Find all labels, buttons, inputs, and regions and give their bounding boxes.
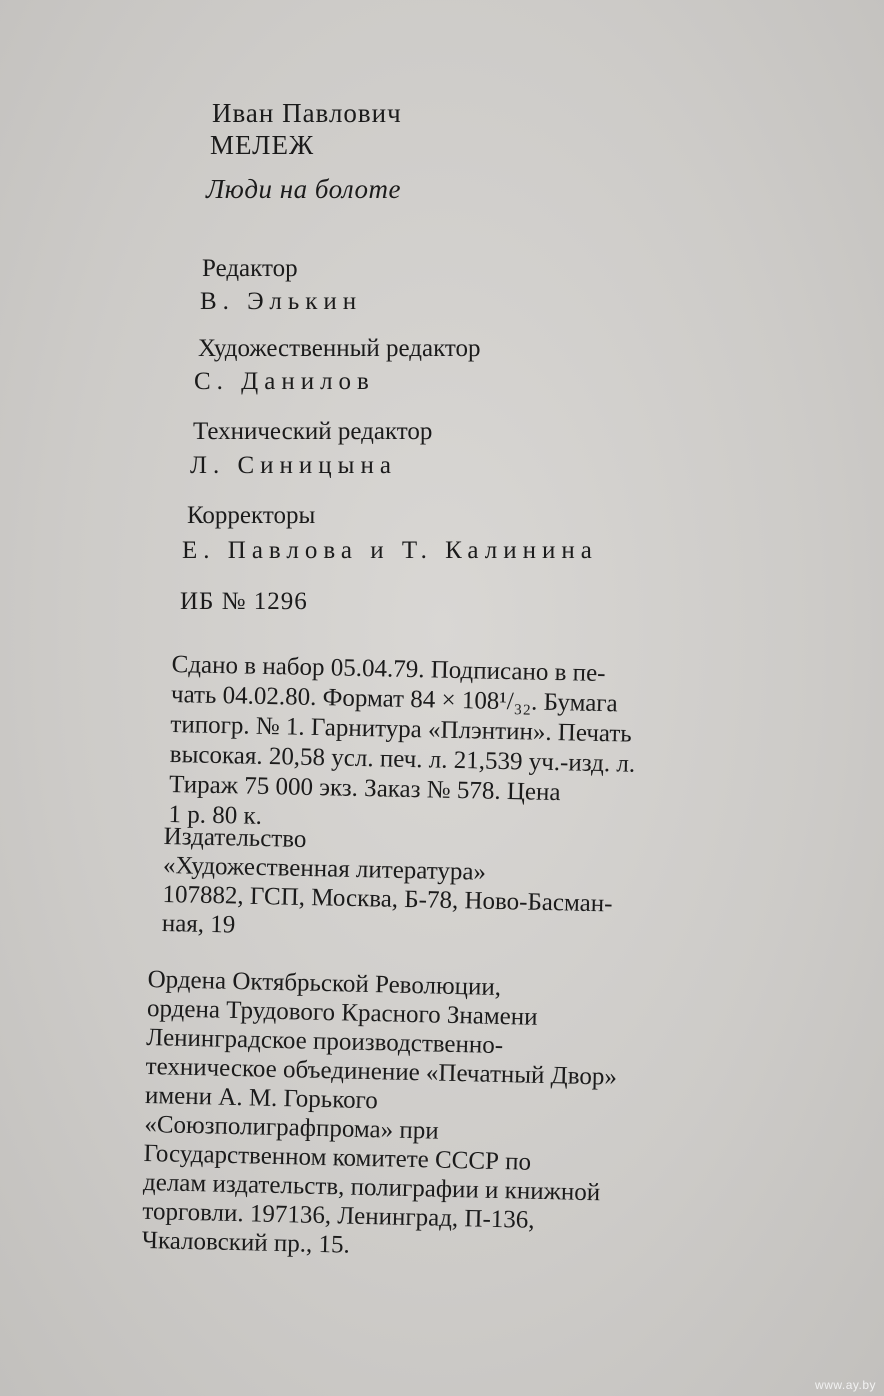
printer-line: Ленинградское производственно- xyxy=(146,1023,504,1060)
imprint-line: Сдано в набор 05.04.79. Подписано в пе- xyxy=(171,650,606,688)
imprint-line: Тираж 75 000 экз. Заказ № 578. Цена xyxy=(168,770,561,807)
author-last-name: МЕЛЕЖ xyxy=(210,130,315,160)
site-watermark: www.ay.by xyxy=(815,1378,876,1392)
printer-line: имени А. М. Горького xyxy=(144,1081,379,1115)
printer-line: ордена Трудового Красного Знамени xyxy=(146,994,538,1031)
publisher-line: ная, 19 xyxy=(161,909,236,939)
credit-name-art-editor: С. Данилов xyxy=(194,368,375,395)
credit-name-editor: В. Элькин xyxy=(200,288,363,315)
publisher-line: «Художественная литература» xyxy=(162,851,487,886)
publisher-line: Издательство xyxy=(163,822,307,853)
credit-role-technical-editor: Технический редактор xyxy=(193,418,433,445)
printer-line: «Союзполиграфпрома» при xyxy=(144,1110,439,1145)
book-title: Люди на болоте xyxy=(206,174,402,204)
credit-role-proofreaders: Корректоры xyxy=(187,502,316,529)
printer-line: торговли. 197136, Ленинград, П-136, xyxy=(142,1197,535,1234)
ib-number: ИБ № 1296 xyxy=(180,588,308,615)
imprint-line: 1 р. 80 к. xyxy=(168,800,263,830)
credit-role-editor: Редактор xyxy=(202,255,298,282)
printer-line: Ордена Октябрьской Революции, xyxy=(147,965,502,1002)
publisher-address xyxy=(162,822,764,951)
credit-name-technical-editor: Л. Синицына xyxy=(190,452,397,479)
imprint-line: высокая. 20,58 усл. печ. л. 21,539 уч.-изд. л. xyxy=(169,740,636,778)
printer-info xyxy=(141,965,787,1269)
imprint-line: типогр. № 1. Гарнитура «Плэнтин». Печать xyxy=(170,710,632,748)
credit-name-proofreaders: Е. Павлова и Т. Калинина xyxy=(182,537,598,564)
credit-role-art-editor: Художественный редактор xyxy=(198,335,481,362)
imprint-details xyxy=(168,650,772,843)
imprint-line: чать 04.02.80. Формат 84 × 108¹/₃₂. Бумага xyxy=(170,680,618,718)
author-first-name: Иван Павлович xyxy=(212,98,402,128)
printer-line: Чкаловский пр., 15. xyxy=(141,1226,351,1259)
printer-line: Государственном комитете СССР по xyxy=(143,1139,532,1176)
publisher-line: 107882, ГСП, Москва, Б-78, Ново-Басман- xyxy=(162,880,613,918)
printer-line: техническое объединение «Печатный Двор» xyxy=(145,1052,618,1091)
printer-line: делам издательств, полиграфии и книжной xyxy=(142,1168,601,1207)
